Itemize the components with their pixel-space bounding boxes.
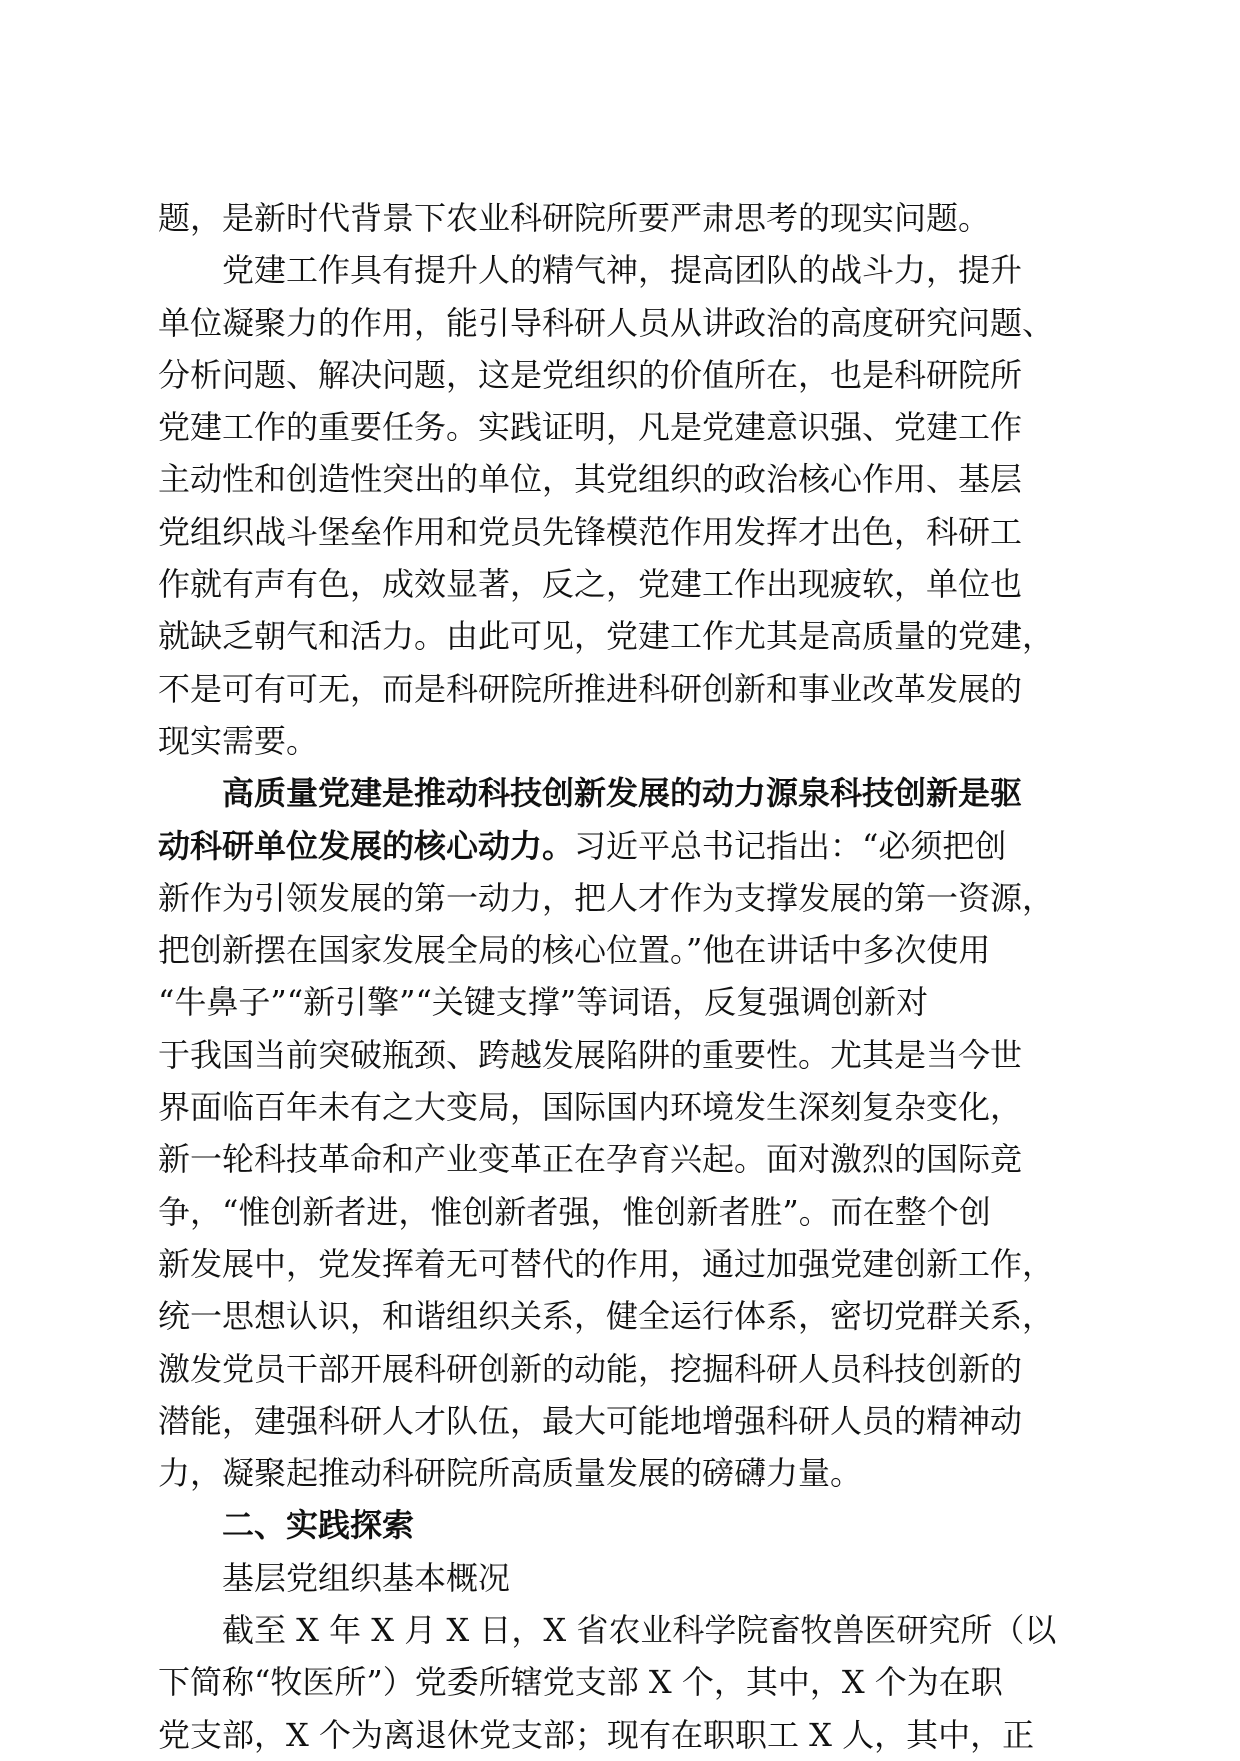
line-text: 不是可有可无，而是科研院所推进科研创新和事业改革发展的 [158, 669, 1023, 708]
bold-lead-text: 动科研单位发展的核心动力。 [158, 826, 575, 865]
line-text: 作就有声有色，成效显著，反之，党建工作出现疲软，单位也 [158, 565, 1023, 604]
line-text: 新一轮科技革命和产业变革正在孕育兴起。面对激烈的国际竞 [158, 1140, 1023, 1179]
line-text: 激发党员干部开展科研创新的动能，挖掘科研人员科技创新的 [158, 1349, 1023, 1388]
text-line [158, 1238, 1098, 1290]
text-line [158, 1552, 1098, 1604]
text-line [158, 192, 1098, 244]
text-line [158, 872, 1098, 924]
text-line [158, 610, 1098, 662]
text-line [158, 715, 1098, 767]
line-text: 新发展中，党发挥着无可替代的作用，通过加强党建创新工作， [158, 1244, 1055, 1283]
line-text: 党组织战斗堡垒作用和党员先锋模范作用发挥才出色，科研工 [158, 512, 1023, 551]
line-text: 下简称“牧医所”）党委所辖党支部 X 个，其中，X 个为在职 [158, 1663, 1003, 1702]
line-text: 新作为引领发展的第一动力，把人才作为支撑发展的第一资源， [158, 878, 1055, 917]
text-line [158, 1604, 1098, 1656]
line-text: 题，是新时代背景下农业科研院所要严肃思考的现实问题。 [158, 199, 991, 237]
line-text: 党支部，X 个为离退休党支部；现有在职职工 X 人，其中，正 [158, 1715, 1035, 1754]
text-line [158, 924, 1098, 976]
line-text: 潜能，建强科研人才队伍，最大可能地增强科研人员的精神动 [158, 1401, 1023, 1440]
line-text: 就缺乏朝气和活力。由此可见，党建工作尤其是高质量的党建， [158, 617, 1055, 656]
line-text: “牛鼻子”“新引擎”“关键支撑”等词语，反复强调创新对 [158, 983, 929, 1022]
line-text: 单位凝聚力的作用，能引导科研人员从讲政治的高度研究问题、 [158, 303, 1055, 342]
line-text: 于我国当前突破瓶颈、跨越发展陷阱的重要性。尤其是当今世 [158, 1035, 1023, 1074]
text-line [158, 453, 1098, 505]
text-line [158, 349, 1098, 401]
line-text: 现实需要。 [158, 721, 319, 760]
line-text: 基层党组织基本概况 [222, 1558, 511, 1597]
line-text: 争，“惟创新者进，惟创新者强，惟创新者胜”。而在整个创 [158, 1192, 991, 1231]
text-line [158, 976, 1098, 1028]
text-line [158, 820, 1098, 872]
line-text: 力，凝聚起推动科研院所高质量发展的磅礴力量。 [158, 1454, 863, 1493]
text-line [158, 1186, 1098, 1238]
line-text: 把创新摆在国家发展全局的核心位置。”他在讲话中多次使用 [158, 931, 991, 970]
text-line [158, 401, 1098, 453]
text-line [158, 1499, 1098, 1551]
line-text: 习近平总书记指出：“必须把创 [574, 826, 1007, 865]
line-text: 截至 X 年 X 月 X 日，X 省农业科学院畜牧兽医研究所（以 [222, 1611, 1057, 1650]
text-line [158, 1343, 1098, 1395]
text-line [158, 1290, 1098, 1342]
line-text: 高质量党建是推动科技创新发展的动力源泉科技创新是驱 [222, 774, 1023, 813]
text-line [158, 1709, 1098, 1761]
text-line [158, 244, 1098, 296]
text-line [158, 506, 1098, 558]
text-line [158, 663, 1098, 715]
text-line [158, 1395, 1098, 1447]
text-line [158, 1133, 1098, 1185]
text-line [158, 297, 1098, 349]
text-line [158, 1656, 1098, 1708]
line-text: 分析问题、解决问题，这是党组织的价值所在，也是科研院所 [158, 355, 1023, 394]
line-text: 主动性和创造性突出的单位，其党组织的政治核心作用、基层 [158, 460, 1023, 499]
line-text: 界面临百年未有之大变局，国际国内环境发生深刻复杂变化， [158, 1088, 1023, 1127]
text-line [158, 1081, 1098, 1133]
line-text: 二、实践探索 [222, 1506, 415, 1545]
text-line [158, 767, 1098, 819]
line-text: 统一思想认识，和谐组织关系，健全运行体系，密切党群关系， [158, 1297, 1055, 1336]
document-page [158, 192, 1098, 1761]
text-line [158, 558, 1098, 610]
line-text: 党建工作具有提升人的精气神，提高团队的战斗力，提升 [222, 251, 1023, 290]
text-line [158, 1447, 1098, 1499]
line-text: 党建工作的重要任务。实践证明，凡是党建意识强、党建工作 [158, 408, 1023, 447]
text-line [158, 1029, 1098, 1081]
